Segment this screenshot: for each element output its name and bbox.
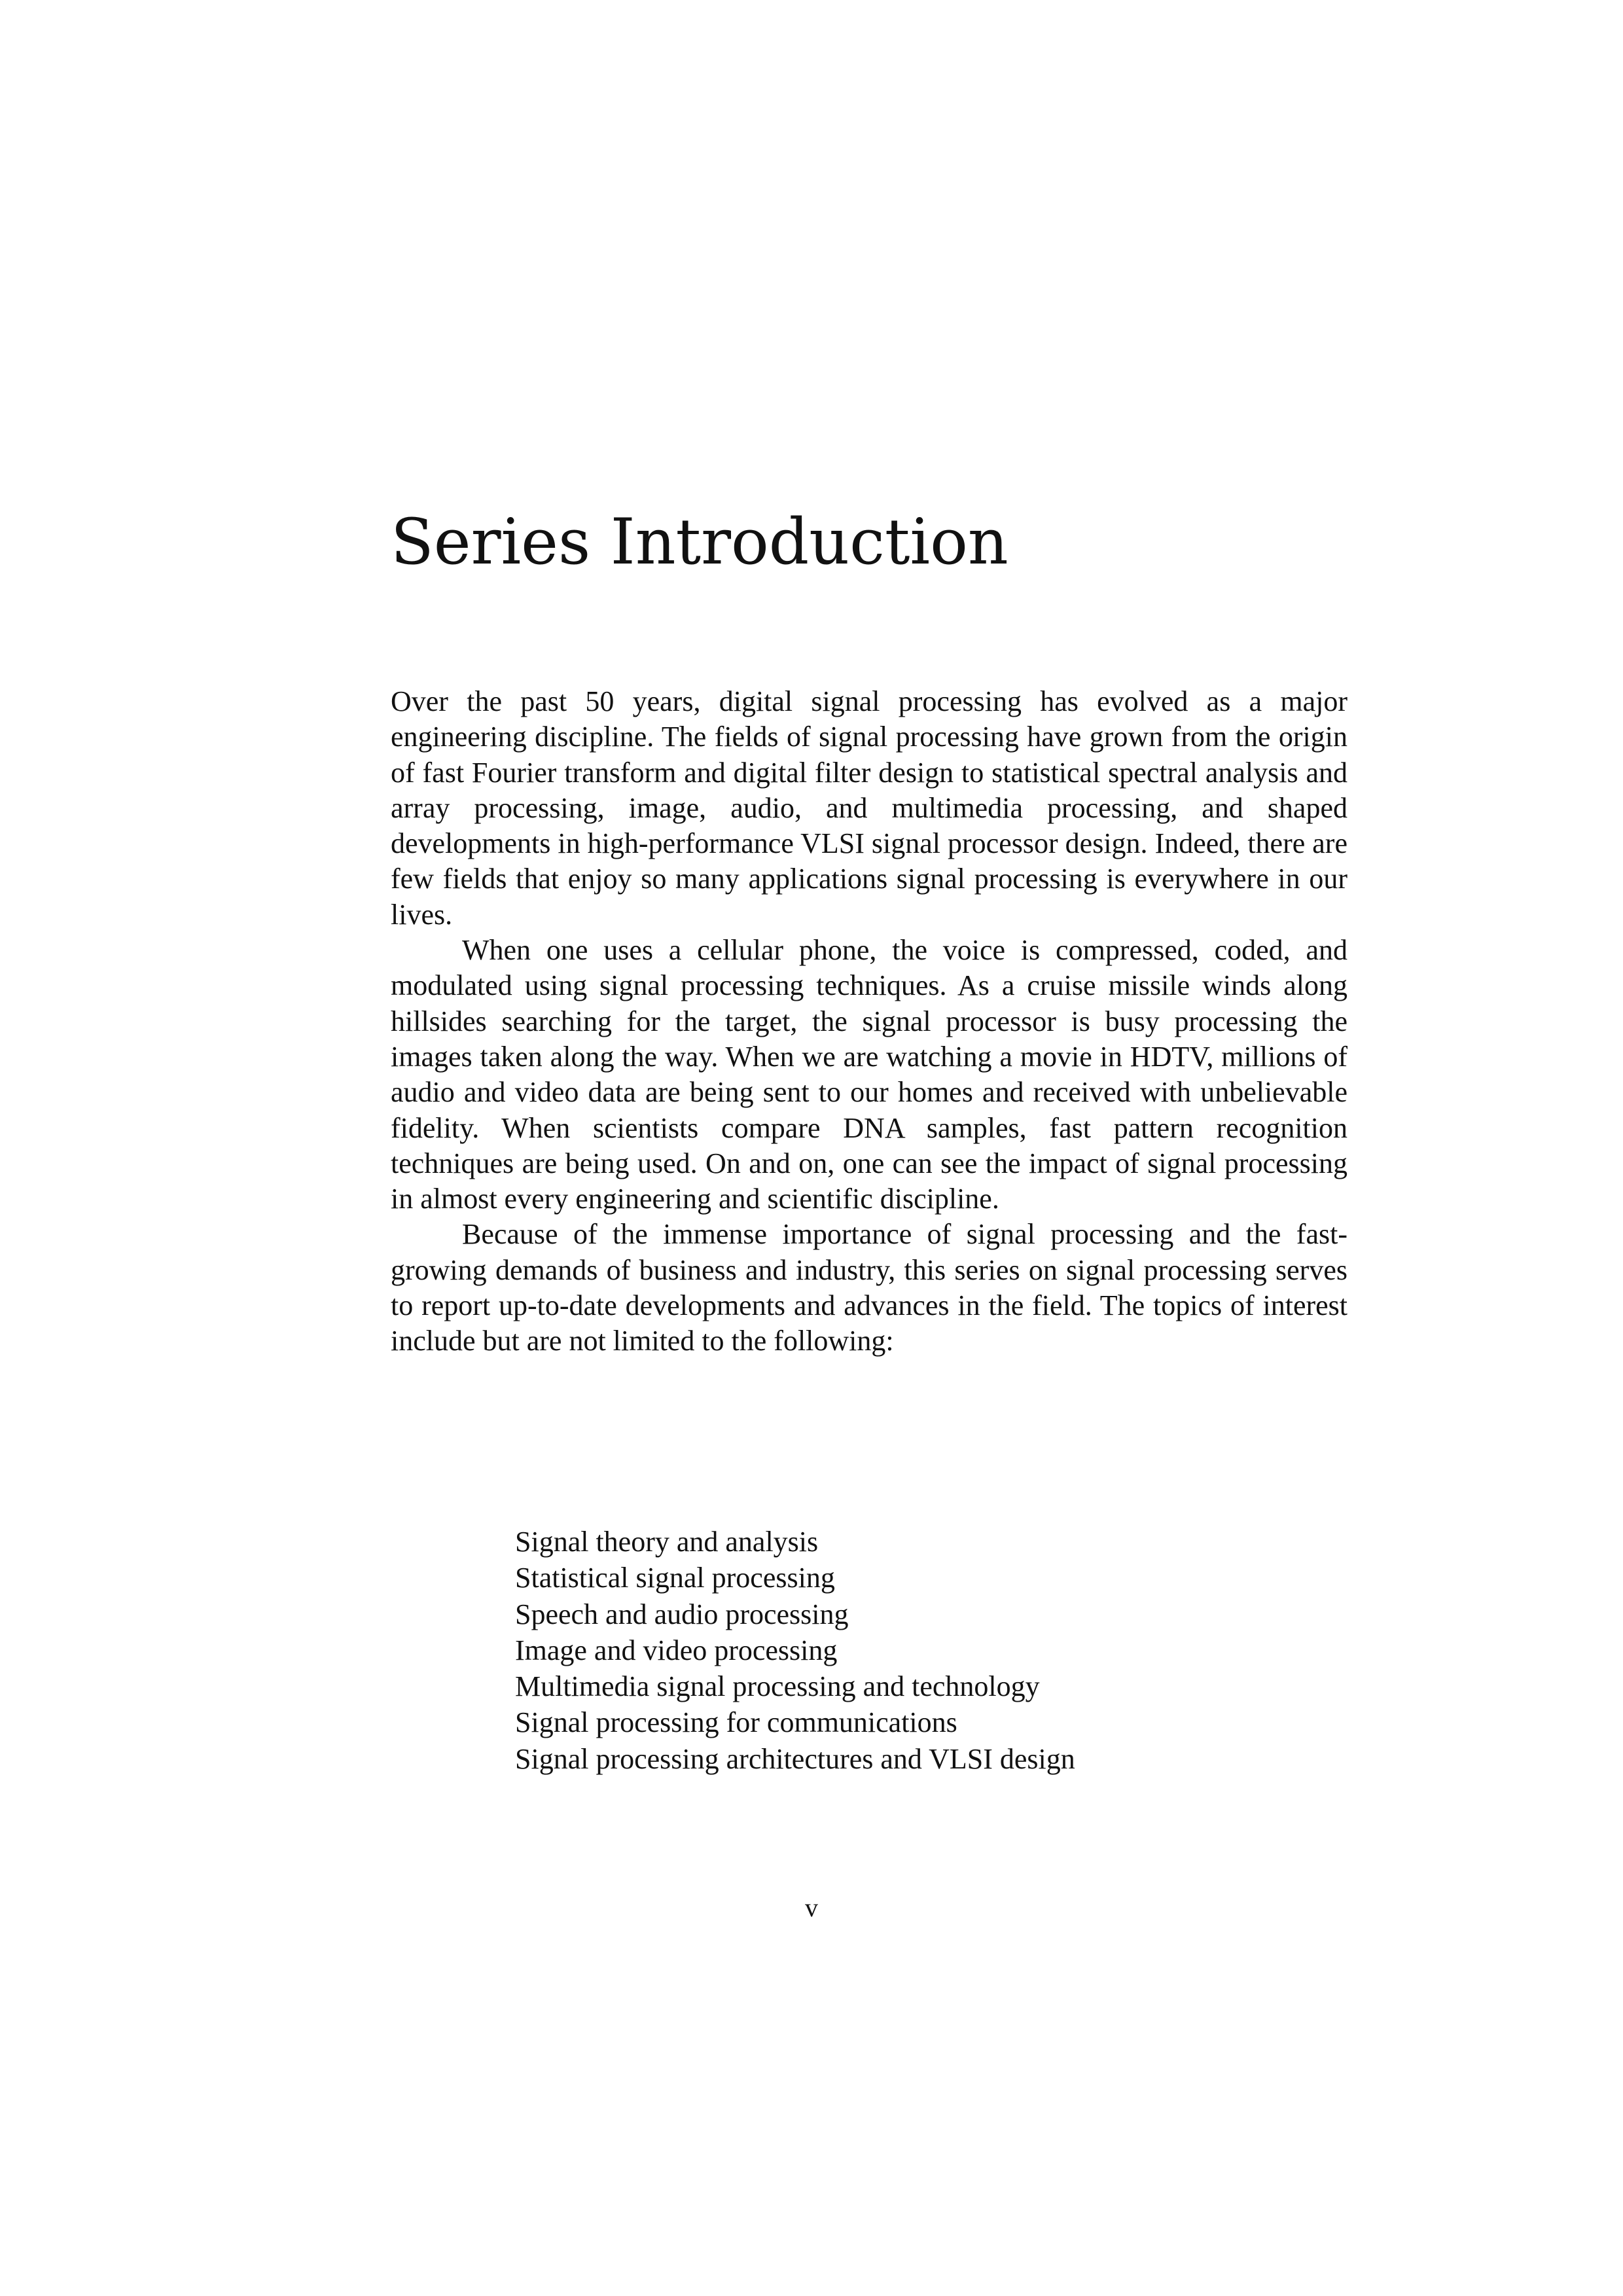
paragraph: When one uses a cellular phone, the voice is compressed, coded, and modulated using signal processing techniques. As a cruise missile winds along hillsides searching for the target, the signal processor is busy processing the images taken along the way. When we are watching a movie in HDTV, millions of audio and video data are being sent to our homes and received with unbelievable fidelity. When scientists compare DNA samples, fast pattern recognition techniques are being used. On and on, one can see the impact of signal processing in almost every engineering and scientific discipline. (391, 934, 1347, 1215)
topic-item: Statistical signal processing (515, 1562, 835, 1594)
paragraph: Because of the immense importance of signal processing and the fast-growing demands of business and industry, this series on signal processing serves to report up-to-date developments and advances in the field. The topics of interest include but are not limited to the following: (391, 1218, 1347, 1357)
topic-list (515, 1524, 1075, 1777)
page-title: Series Introduction (391, 505, 1008, 579)
topic-item: Signal theory and analysis (515, 1526, 819, 1558)
topic-item: Speech and audio processing (515, 1598, 849, 1630)
topic-item: Signal processing for communications (515, 1706, 957, 1739)
topic-item: Multimedia signal processing and technology (515, 1670, 1040, 1703)
page-number: v (805, 1893, 818, 1922)
paragraph: Over the past 50 years, digital signal processing has evolved as a major engineering discipline. The fields of signal processing have grown from the origin of fast Fourier transform and digital filter design to statistical spectral analysis and array processing, image, audio, and multimedia processing, and shaped developments in high-performance VLSI signal processor design. Indeed, there are few fields that enjoy so many applications signal processing is everywhere in our lives. (391, 685, 1347, 931)
body-text (391, 684, 1347, 1359)
topic-item: Signal processing architectures and VLSI design (515, 1742, 1075, 1775)
topic-item: Image and video processing (515, 1634, 838, 1666)
